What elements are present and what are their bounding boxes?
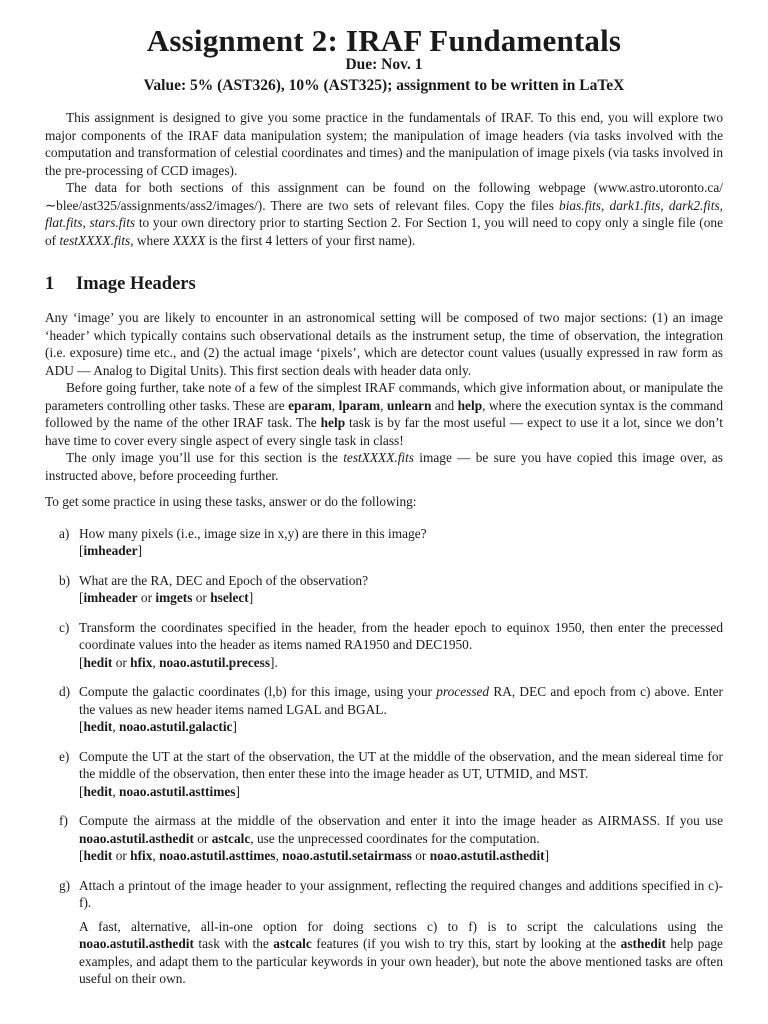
item-text: Compute the UT at the start of the observation, the UT at the middle of the observation, and the mean sidereal time for the middle of the observation, then enter these into the image header as UT, UTMID, and MST. (79, 748, 723, 781)
item-note: A fast, alternative, all-in-one option for doing sections c) to f) is to script the calculations using the noao.astutil.asthedit task with the astcalc features (if you wish to try this, start by looking at the asthedit help page examples, and adapt them to the particular keywords in your own header), but note the above mentioned tasks are often useful on their own. (79, 918, 723, 986)
item-text: Compute the galactic coordinates (l,b) for this image, using your processed RA, DEC and epoch from c) above. Enter the values as new header items named LGAL and BGAL. (79, 684, 723, 717)
item-label: a) (59, 525, 70, 541)
item-label: f) (59, 813, 68, 828)
item-text: How many pixels (i.e., image size in x,y) are there in this image? (79, 525, 427, 541)
item-commands: [hedit or hfix, noao.astutil.precess]. (79, 654, 278, 670)
due-date: Due: Nov. 1 (345, 56, 423, 73)
intro-paragraph-2: The data for both sections of this assignment can be found on the following webpage (www.astro.utoronto.ca/∼blee/ast325/assignments/ass2/images/). There are two sets of relevant files. Copy the files bias.fits, dark1.fits, dark2.fits, flat.fits, stars.fits to your own directory prior to starting Section 2. For Section 1, you will need to copy only a single file (one of testXXXX.fits, where XXXX is the first 4 letters of your first name). (45, 180, 724, 248)
section-paragraph-1: Any ‘image’ you are likely to encounter in an astronomical setting will be composed of two major sections: (1) an image ‘header’ which typically contains such observational details as the instrument setup, the time of observation, the integration (i.e. exposure) time etc., and (2) the actual image ‘pixels’, which are detector count values (usually expressed in raw form as ADU — Analog to Digital Units). This first section deals with header data only. (45, 310, 723, 378)
section-paragraph-3: The only image you’ll use for this section is the testXXXX.fits image — be sure you have copied this image over, as instructed above, before proceeding further. (45, 450, 723, 483)
section-paragraph-2: Before going further, take note of a few of the simplest IRAF commands, which give information about, or manipulate the parameters controlling other tasks. These are eparam, lparam, unlearn and help, where the execution syntax is the command followed by the name of the other IRAF task. The help task is by far the most useful — expect to use it a lot, since we don’t have time to cover every single aspect of every single task in class! (45, 380, 724, 448)
task-list (45, 525, 723, 988)
item-commands: [imheader] (79, 543, 143, 558)
list-item (45, 619, 723, 672)
item-text: Transform the coordinates specified in the header, from the header epoch to equinox 1950, then enter the precessed coordinate values into the header as items named RA1950 and DEC1950. (79, 619, 723, 652)
item-commands: [hedit, noao.astutil.galactic] (79, 719, 237, 734)
item-text: Attach a printout of the image header to your assignment, reflecting the required changes and additions specified in c)-f). (79, 877, 723, 910)
list-item (45, 812, 723, 865)
item-label: b) (59, 572, 71, 588)
list-item (45, 748, 723, 801)
document-page (45, 22, 723, 1000)
item-text: What are the RA, DEC and Epoch of the observation? (79, 572, 369, 588)
item-label: c) (59, 619, 70, 635)
list-item (45, 572, 723, 607)
file-list: bias.fits, dark1.fits, dark2.fits, flat.fits, stars.fits (45, 197, 724, 230)
item-commands: [imheader or imgets or hselect] (79, 590, 254, 605)
list-item (45, 877, 723, 988)
section-title: Image Headers (76, 274, 196, 294)
item-label: e) (59, 748, 70, 764)
item-commands: [hedit or hfix, noao.astutil.asttimes, noao.astutil.setairmass or noao.astutil.asthedit] (79, 848, 550, 863)
item-label: g) (59, 877, 71, 893)
item-label: d) (59, 684, 71, 699)
item-commands: [hedit, noao.astutil.asttimes] (79, 783, 240, 799)
intro-paragraph-1: This assignment is designed to give you some practice in the fundamentals of IRAF. To this end, you will explore two major components of the IRAF data manipulation system; the manipulation of image headers (via tasks involved with the computation and transformation of celestial coordinates and times) and the manipulation of image pixels (via tasks involved in the pre-processing of CCD images). (45, 110, 723, 178)
section-paragraph-4: To get some practice in using these tasks, answer or do the following: (45, 494, 417, 509)
assignment-value: Value: 5% (AST326), 10% (AST325); assignment to be written in LaTeX (143, 77, 625, 94)
list-item (45, 525, 723, 560)
section-heading (45, 273, 723, 295)
item-text: Compute the airmass at the middle of the observation and enter it into the image header as AIRMASS. If you use noao.astutil.asthedit or astcalc, use the unprecessed coordinates for the computation. (79, 813, 723, 846)
page-title: Assignment 2: IRAF Fundamentals (146, 23, 622, 58)
section-number: 1 (45, 274, 55, 294)
list-item (45, 683, 723, 736)
